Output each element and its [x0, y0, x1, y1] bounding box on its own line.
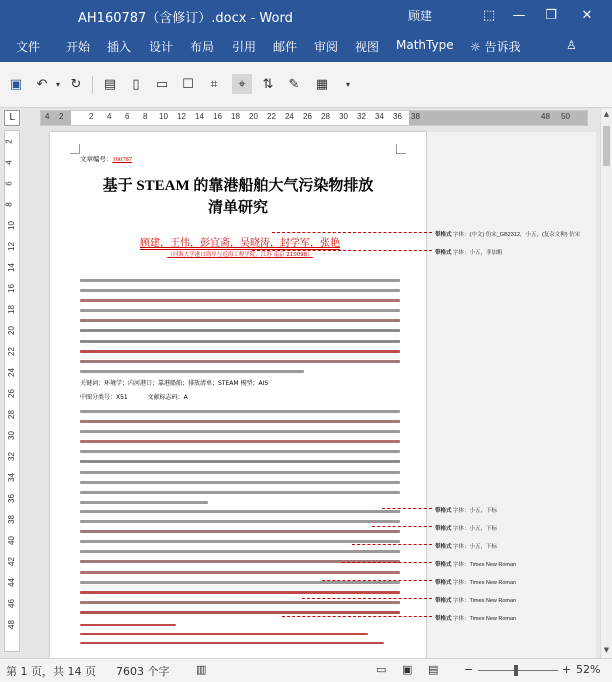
ribbon-tabs: [0, 32, 612, 62]
ruler-number: 2: [59, 112, 64, 121]
vertical-ruler[interactable]: [4, 130, 20, 652]
ruler-number: 8: [143, 112, 148, 121]
ruler-number: 20: [6, 326, 16, 335]
window-title: AH160787（含修订）.docx - Word: [78, 11, 293, 26]
ruler-number: 38: [6, 515, 16, 524]
revision-connector: [252, 250, 432, 251]
ruler-number: 34: [6, 473, 16, 482]
tab-view[interactable]: 视图: [355, 40, 380, 54]
comment-text: 字体：小五，下标: [453, 508, 498, 514]
ruler-number: 36: [393, 112, 402, 121]
margin-corner-mark: [396, 144, 406, 154]
ruler-number: 42: [6, 557, 16, 566]
ruler-number: 48: [541, 112, 550, 121]
customize-qat-icon[interactable]: ▾: [345, 79, 350, 89]
ruler-number: 32: [6, 452, 16, 461]
user-name[interactable]: 顾建: [408, 9, 433, 23]
tab-layout[interactable]: 布局: [190, 40, 215, 54]
tab-file[interactable]: 文件: [16, 40, 41, 54]
new-document-icon[interactable]: ▯: [132, 76, 140, 92]
comment-tag: 带格式: [435, 580, 452, 586]
tab-mathtype[interactable]: MathType: [396, 38, 454, 52]
touch-mode-icon[interactable]: ☐: [182, 76, 194, 92]
classification-line: [80, 392, 188, 401]
undo-icon[interactable]: ↶: [36, 76, 48, 92]
revision-connector: [322, 580, 432, 581]
page-count[interactable]: 第 1 页，共 14 页: [6, 665, 96, 678]
tab-references[interactable]: 引用: [232, 40, 257, 54]
comment-text: 字体：Times New Roman: [453, 580, 517, 586]
comment-tag: 带格式: [435, 562, 452, 568]
lightbulb-icon: ☼: [470, 40, 485, 54]
undo-dropdown-icon[interactable]: ▾: [55, 79, 60, 89]
revision-connector: [302, 598, 432, 599]
ruler-number: 12: [177, 112, 186, 121]
restore-button[interactable]: ❐: [545, 7, 557, 23]
redo-icon[interactable]: ↻: [70, 76, 82, 92]
revision-connector: [352, 544, 432, 545]
ruler-number: 2: [89, 112, 94, 121]
ruler-number: 4: [4, 160, 14, 165]
ruler-number: 24: [285, 112, 294, 121]
ruler-number: 4: [107, 112, 112, 121]
tab-review[interactable]: 审阅: [314, 40, 339, 54]
ruler-number: 22: [267, 112, 276, 121]
ruler-number: 20: [249, 112, 258, 121]
revision-comment[interactable]: [435, 542, 497, 550]
revision-connector: [372, 526, 432, 527]
ruler-number: 6: [4, 181, 14, 186]
ruler-number: 10: [159, 112, 168, 121]
revision-comment[interactable]: [435, 578, 516, 586]
ruler-number: 2: [4, 139, 14, 144]
revision-connector: [382, 508, 432, 509]
ruler-number: 30: [6, 431, 16, 440]
status-bar: [0, 658, 612, 682]
ruler-number: 32: [357, 112, 366, 121]
abstract-block: [80, 279, 400, 380]
comment-text: 字体：Times New Roman: [453, 598, 517, 604]
body-paragraph-2: [80, 510, 400, 621]
share-icon: ♙: [566, 38, 577, 52]
ruler-number: 28: [6, 410, 16, 419]
document-authors: 顾建，王伟，彭宜斋，吴晓涛，封学军，张艳: [140, 238, 340, 249]
comment-text: 字体：小五，下标: [453, 526, 498, 532]
clc-label: 中图分类号：X51: [80, 394, 128, 401]
document-affiliation: （河海大学港口海岸与近海工程学院，江苏 南京 210098）: [167, 252, 313, 258]
revision-connector: [282, 616, 432, 617]
comment-text: 字体：(中文) 仿宋_GB2312，小五，(复杂文种) 仿宋: [453, 232, 581, 238]
minimize-button[interactable]: —: [512, 7, 526, 23]
tab-insert[interactable]: 插入: [107, 40, 132, 54]
ruler-number: 40: [6, 536, 16, 545]
keywords-line: [80, 378, 268, 387]
print-layout-icon[interactable]: ▣: [402, 663, 413, 676]
ruler-number: 46: [6, 599, 16, 608]
ruler-number: 48: [6, 620, 16, 629]
comment-text: 字体：Times New Roman: [453, 562, 517, 568]
ruler-number: 6: [125, 112, 130, 121]
zoom-slider[interactable]: [478, 670, 558, 671]
format-painter-icon[interactable]: ⌖: [232, 74, 252, 94]
proofing-icon[interactable]: ▥: [196, 663, 207, 676]
horizontal-ruler[interactable]: [40, 110, 588, 126]
print-preview-icon[interactable]: ▤: [103, 76, 117, 92]
share-button[interactable]: [566, 38, 577, 52]
ruler-number: 26: [6, 389, 16, 398]
comment-tag: 带格式: [435, 544, 452, 550]
manuscript-label: 文章编号：: [80, 156, 113, 163]
scroll-up-icon[interactable]: ▲: [603, 110, 610, 118]
comment-tag: 带格式: [435, 616, 452, 622]
pen-icon[interactable]: ✎: [288, 76, 300, 92]
revision-connector: [342, 562, 432, 563]
close-button[interactable]: ✕: [581, 7, 593, 23]
zoom-level[interactable]: 52%: [576, 663, 601, 676]
comment-tag: 带格式: [435, 232, 452, 238]
ribbon-display-options-icon[interactable]: ⬚: [482, 7, 496, 23]
document-canvas[interactable]: [22, 128, 598, 658]
ruler-number: 26: [303, 112, 312, 121]
ruler-number: 18: [231, 112, 240, 121]
body-paragraph-1: [80, 410, 400, 511]
tell-me-label: 告诉我: [484, 40, 521, 54]
revision-comment[interactable]: [435, 506, 497, 514]
title-bar: [0, 0, 612, 32]
focus-mode-icon[interactable]: ▭: [376, 663, 387, 676]
scroll-down-icon[interactable]: ▼: [603, 646, 610, 654]
tab-design[interactable]: 设计: [149, 40, 174, 54]
comment-text: 字体：小五，非加粗: [453, 250, 503, 256]
toolbar-separator: [92, 76, 93, 94]
document-title-line1: 基于 STEAM 的靠港船舶大气污染物排放: [102, 178, 374, 194]
ruler-row: [0, 108, 612, 128]
revision-comment[interactable]: [435, 560, 516, 568]
footnotes: [80, 624, 400, 651]
ruler-number: 38: [411, 112, 420, 121]
ruler-number: 16: [213, 112, 222, 121]
comment-tag: 带格式: [435, 526, 452, 532]
quick-access-toolbar: [0, 62, 612, 108]
ruler-number: 44: [6, 578, 16, 587]
web-layout-icon[interactable]: ▤: [428, 663, 439, 676]
zoom-slider-thumb[interactable]: [514, 665, 518, 676]
ruler-number: 18: [6, 305, 16, 314]
ruler-number: 22: [6, 347, 16, 356]
markup-pane: [426, 132, 596, 658]
comment-tag: 带格式: [435, 250, 452, 256]
vertical-scrollbar[interactable]: [600, 108, 612, 658]
revision-comment[interactable]: [435, 614, 516, 622]
ruler-number: 8: [4, 202, 14, 207]
ruler-number: 30: [339, 112, 348, 121]
margin-corner-mark: [70, 144, 80, 154]
comment-tag: 带格式: [435, 598, 452, 604]
revision-connector: [272, 232, 432, 233]
manuscript-number-value: 160787: [112, 156, 132, 163]
ruler-number: 4: [45, 112, 50, 121]
save-icon[interactable]: ▣: [9, 76, 23, 92]
ruler-number: 34: [375, 112, 384, 121]
zoom-out-button[interactable]: −: [464, 663, 474, 676]
ruler-number: 24: [6, 368, 16, 377]
revision-comment[interactable]: [435, 248, 503, 256]
keywords-text: 环境学；内河港口；靠港船舶；排放清单；STEAM 模型；AIS: [104, 380, 269, 387]
open-icon[interactable]: ▭: [155, 76, 169, 92]
keywords-label: 关键词：: [80, 380, 105, 387]
doc-code-label: 文献标志码：A: [147, 394, 188, 401]
tab-home[interactable]: 开始: [66, 40, 91, 54]
manuscript-number: [80, 154, 132, 163]
scrollbar-thumb[interactable]: [603, 126, 610, 166]
ruler-number: 14: [6, 263, 16, 272]
ruler-number: 12: [6, 242, 16, 251]
revision-comment[interactable]: [435, 230, 580, 238]
ruler-number: 28: [321, 112, 330, 121]
comment-text: 字体：小五，下标: [453, 544, 498, 550]
comment-text: 字体：Times New Roman: [453, 616, 517, 622]
revision-comment[interactable]: [435, 524, 497, 532]
zoom-in-button[interactable]: +: [562, 663, 572, 676]
view-mode-icon[interactable]: ▦: [315, 76, 329, 92]
tell-me-box[interactable]: [470, 38, 521, 55]
ruler-number: 50: [561, 112, 570, 121]
ruler-number: 10: [6, 221, 16, 230]
ruler-number: 16: [6, 284, 16, 293]
document-title-line2: 清单研究: [207, 200, 268, 216]
tab-mailings[interactable]: 邮件: [273, 40, 298, 54]
spelling-icon[interactable]: ⌗: [210, 76, 218, 92]
ruler-number: 14: [195, 112, 204, 121]
track-changes-icon[interactable]: ⇅: [262, 76, 274, 92]
revision-comment[interactable]: [435, 596, 516, 604]
ruler-number: 36: [6, 494, 16, 503]
tab-selector[interactable]: L: [4, 110, 20, 126]
comment-tag: 带格式: [435, 508, 452, 514]
word-count[interactable]: 7603 个字: [116, 665, 170, 678]
